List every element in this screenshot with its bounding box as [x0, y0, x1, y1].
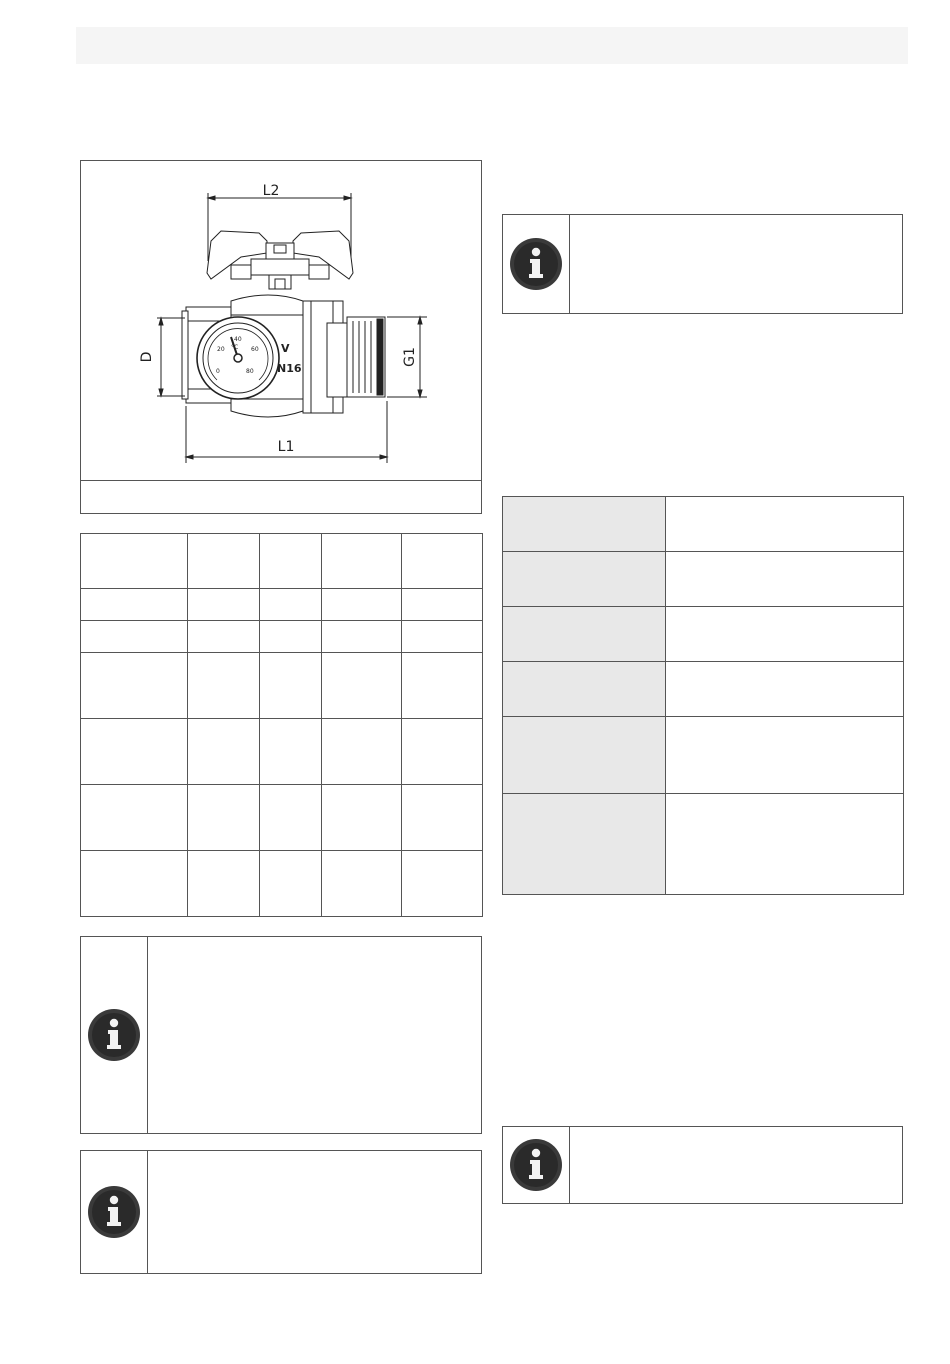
body-marking-bottom: N16 — [277, 362, 302, 375]
property-value-cell — [666, 794, 904, 895]
table-cell — [260, 785, 322, 851]
table-row — [503, 794, 904, 895]
table-cell — [188, 589, 260, 621]
table-cell — [188, 785, 260, 851]
ball-valve-drawing — [81, 161, 481, 481]
table-cell — [402, 621, 483, 653]
property-value-cell — [666, 662, 904, 717]
gauge-tick-40: 40 — [234, 336, 242, 343]
table-cell — [81, 785, 188, 851]
info-icon — [87, 1185, 141, 1239]
table-cell — [260, 851, 322, 917]
property-key-cell — [503, 552, 666, 607]
info-note-box — [502, 214, 903, 314]
gauge-tick-20: 20 — [217, 346, 225, 353]
table-cell — [188, 653, 260, 719]
body-marking-top: V — [281, 342, 290, 355]
info-note-text — [148, 1151, 481, 1273]
table-cell — [402, 589, 483, 621]
dimension-label-d: D — [139, 351, 155, 363]
product-drawing-figure — [80, 160, 482, 514]
table-cell — [260, 653, 322, 719]
info-icon-cell — [81, 1151, 148, 1273]
property-value-cell — [666, 607, 904, 662]
info-icon — [509, 1138, 563, 1192]
table-cell — [81, 851, 188, 917]
table-row — [503, 717, 904, 794]
property-key-cell — [503, 662, 666, 717]
table-cell — [260, 534, 322, 589]
info-note-box — [80, 1150, 482, 1274]
property-value-cell — [666, 717, 904, 794]
table-cell — [322, 621, 402, 653]
table-cell — [322, 719, 402, 785]
gauge-tick-80: 80 — [246, 368, 254, 375]
table-cell — [402, 851, 483, 917]
table-cell — [188, 534, 260, 589]
table-cell — [81, 534, 188, 589]
table-cell — [188, 621, 260, 653]
properties-table — [502, 496, 904, 895]
table-cell — [188, 851, 260, 917]
dimension-label-g1: G1 — [402, 347, 418, 367]
table-row — [81, 719, 483, 785]
property-key-cell — [503, 607, 666, 662]
table-cell — [188, 719, 260, 785]
dimensions-table — [80, 533, 483, 917]
property-key-cell — [503, 717, 666, 794]
table-cell — [81, 653, 188, 719]
table-cell — [81, 589, 188, 621]
dimension-label-l2: L2 — [262, 183, 280, 199]
info-icon — [509, 237, 563, 291]
info-icon — [87, 1008, 141, 1062]
info-icon-cell — [81, 937, 148, 1133]
table-cell — [402, 785, 483, 851]
info-icon-cell — [503, 1127, 570, 1203]
table-cell — [402, 719, 483, 785]
table-cell — [322, 851, 402, 917]
table-row — [503, 607, 904, 662]
table-row — [503, 662, 904, 717]
table-row — [81, 653, 483, 719]
page-header-bar — [76, 27, 908, 64]
info-note-text — [570, 215, 902, 313]
info-note-text — [148, 937, 481, 1133]
dimension-label-l1: L1 — [277, 439, 295, 455]
gauge-tick-60: 60 — [251, 346, 259, 353]
property-value-cell — [666, 552, 904, 607]
figure-caption — [81, 480, 481, 513]
table-cell — [260, 621, 322, 653]
table-cell — [322, 589, 402, 621]
table-cell — [402, 653, 483, 719]
table-cell — [260, 589, 322, 621]
table-row — [81, 621, 483, 653]
info-note-box — [502, 1126, 903, 1204]
table-row — [81, 785, 483, 851]
table-row — [81, 851, 483, 917]
table-row — [503, 497, 904, 552]
table-cell — [402, 534, 483, 589]
table-row — [81, 589, 483, 621]
table-cell — [260, 719, 322, 785]
property-key-cell — [503, 497, 666, 552]
table-header-row — [81, 534, 483, 589]
gauge-unit: °C — [231, 344, 239, 351]
info-icon-cell — [503, 215, 570, 313]
info-note-text — [570, 1127, 902, 1203]
table-row — [503, 552, 904, 607]
table-cell — [81, 621, 188, 653]
info-note-box — [80, 936, 482, 1134]
property-value-cell — [666, 497, 904, 552]
table-cell — [81, 719, 188, 785]
table-cell — [322, 785, 402, 851]
property-key-cell — [503, 794, 666, 895]
table-cell — [322, 653, 402, 719]
gauge-tick-0: 0 — [216, 368, 220, 375]
table-cell — [322, 534, 402, 589]
